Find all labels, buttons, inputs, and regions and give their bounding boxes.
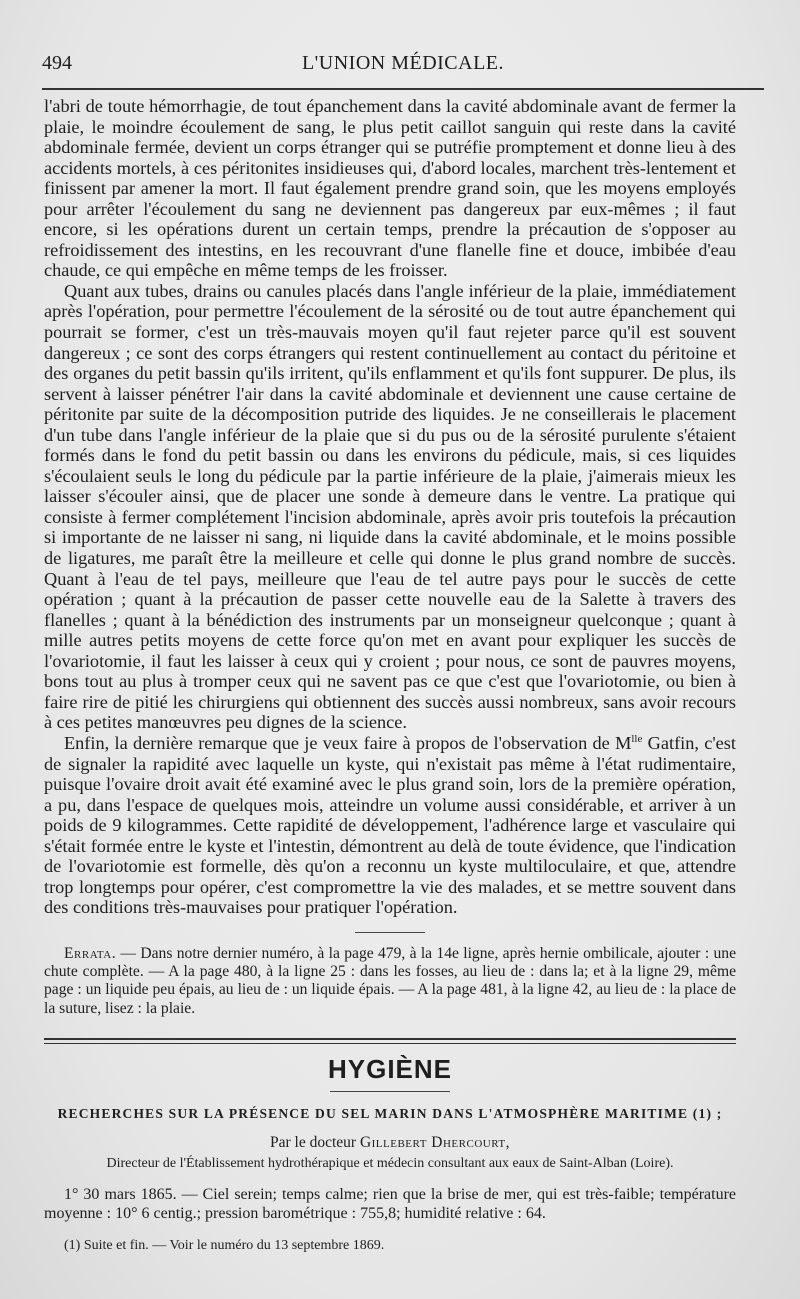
page-number: 494 [42,52,72,74]
errata-text: — Dans notre dernier numéro, à la page 479, à la 14e ligne, après hernie ombilicale, ajouter : une chute complète. — A la page 480, à la ligne 25 : dans les fosses, au lieu de : dans la; et à la ligne 29, même page : un liquide peu épais, au lieu de : un liquide épais. — A la page 481, à la ligne 42, au lieu de : la place de la suture, lisez : la plaie. [44,944,736,1017]
page-header [42,52,764,82]
footnote: (1) Suite et fin. — Voir le numéro du 13 septembre 1869. [64,1238,385,1254]
article-title: RECHERCHES SUR LA PRÉSENCE DU SEL MARIN DANS L'ATMOSPHÈRE MARITIME (1) ; [57,1106,723,1122]
paragraph-3 [44,733,736,918]
observation-entry: 1° 30 mars 1865. — Ciel serein; temps calme; rien que la brise de mer, qui est très-faible; température moyenne : 10° 6 centig.; pression barométrique : 755,8; humidité relative : 64. [44,1186,736,1222]
errata-label: Errata. [64,944,117,962]
author-name: Gillebert Dhercourt, [359,1134,510,1152]
title-rule [330,1091,450,1092]
paragraph-3-superscript: lle [631,732,643,745]
section-double-rule [44,1038,736,1044]
article-body [44,96,736,1256]
paragraph-3-start: Enfin, la dernière remarque que je veux faire à propos de l'observation de M [64,732,632,753]
errata-note [44,945,736,1018]
paragraph-2: Quant aux tubes, drains ou canules placés dans l'angle inférieur de la plaie, immédiatement après l'opération, pour permettre l'écoulement de la sérosité ou de tout autre épanchement qui pourrait se former, c'est un très-mauvais moyen qu'il faut rejeter parce qu'il est souvent dangereux ; ce sont des corps étrangers qui restent continuellement au contact du péritoine et des organes du petit bassin qu'ils irritent, qu'ils enflamment et qu'ils font suppurer. De plus, ils servent à laisser pénétrer l'air dans la cavité abdominale et deviennent une cause certaine de péritonite par suite de la décomposition putride des liquides. Je ne conseillerais le placement d'un tube dans l'angle inférieur de la plaie que si du pus ou de la sérosité purulente s'étaient formés dans le fond du petit bassin ou dans les environs du pédicule, mais, si ces liquides s'écoulaient seuls le long du pédicule par la partie inférieure de la plaie, j'aimerais mieux les laisser s'écouler ainsi, que de placer une sonde à demeure dans le ventre. La pratique qui consiste à fermer complétement l'incision abdominale, après avoir pris toutefois la précaution si importante de ne laisser ni sang, ni liquide dans la cavité abdominale, et le moins possible de ligatures, me paraît être la meilleure et celle qui donne le plus grand nombre de succès. Quant à l'eau de tel pays, meilleure que l'eau de tel autre pays pour le succès de cette opération ; quant à la précaution de passer cette nouvelle eau de la Salette à travers des flanelles ; quant à la bénédiction des instruments par un monseigneur quelconque ; quant à mille autres petits moyens de cette force qu'on met en avant pour expliquer les succès de l'ovariotomie, il faut les laisser à ceux qui y croient ; pour nous, ce sont de pauvres moyens, bons tout au plus à tromper ceux qui ne savent pas ce que c'est que l'ovariotomie, ou bien à faire rire de pitié les chirurgiens qui obtiennent des succès aussi nombreux, sans avoir recours à ces petites manœuvres peu dignes de la science. [44,280,736,733]
running-title: L'UNION MÉDICALE. [301,52,505,74]
paragraph-1: l'abri de toute hémorrhagie, de tout épanchement dans la cavité abdominale avant de fermer la plaie, le moindre écoulement de sang, le plus petit caillot sanguin qui reste dans la cavité abdominale fermée, devient un corps étranger qui se putréfie promptement et donne lieu à des accidents mortels, à ces péritonites insidieuses qui, d'abord locales, marchent très-lentement et finissent par amener la mort. Il faut également prendre grand soin, que les moyens employés pour arrêter l'écoulement du sang ne deviennent pas dangereux par eux-mêmes ; il faut encore, si les opérations durent un certain temps, prendre la précaution de s'opposer au refroidissement des intestins, en les recouvrant d'une flanelle fine et douce, imbibée d'eau chaude, ce qui empêche en même temps de les froisser. [44,96,736,281]
author-affiliation: Directeur de l'Établissement hydrothérapique et médecin consultant aux eaux de Saint-Alban (Loire). [106,1156,674,1172]
section-title: HYGIÈNE [327,1054,453,1085]
author-prefix: Par le docteur [270,1134,360,1152]
paragraph-3-rest: Gatfin, c'est de signaler la rapidité avec laquelle un kyste, qui n'existait pas même à l'état rudimentaire, puisque l'ovaire droit avait été examiné avec le plus grand soin, lors de la première opération, a pu, dans l'espace de quelques mois, atteindre un volume aussi considérable, et arriver à un poids de 9 kilogrammes. Cette rapidité de développement, l'adhérence large et vasculaire qui s'était formée entre le kyste et l'intestin, démontrent au delà de toute évidence, que l'indication de l'ovariotomie est formelle, dès qu'on a reconnu un kyste multiloculaire, et que, attendre trop longtemps pour opérer, c'est compromettre la vie des malades, et se mettre souvent dans des conditions très-mauvaises pour pratiquer l'opération. [44,732,736,918]
separator-rule [355,932,425,933]
header-rule [42,88,764,90]
author-line [44,1134,736,1152]
